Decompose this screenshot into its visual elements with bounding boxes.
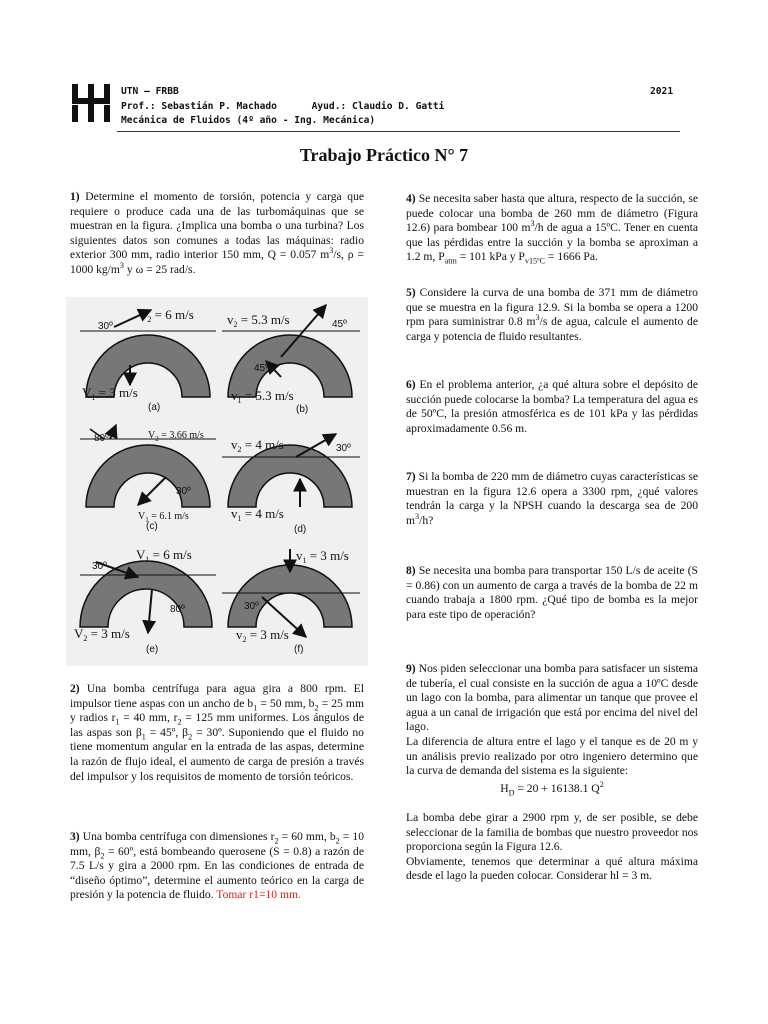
system-curve-equation: $H_D = 20 + 16138.1$ $Q^2$ — [500, 780, 604, 798]
turbomachine-diagrams — [66, 297, 368, 666]
turbomachine-figure — [66, 297, 368, 666]
header-block — [121, 85, 444, 129]
problem-5: 5) Considere la curva de una bomba de 371 mm de diámetro que se muestra en la figura 12.9. Si la bomba se opera a 1200 rpm para suministrar 0.8 $m^3/s$ de agua, calcule el aumento de carga y potencia de fluido resultantes. — [406, 286, 698, 343]
header-year: 2021 — [650, 86, 674, 97]
svg-text:V1 = 6 m/s: $V_1 = 6$ m/s — [136, 547, 192, 564]
svg-text:(e): (e) — [146, 644, 159, 655]
svg-text:v1 = 3 m/s: $v_1 = 3$ m/s — [296, 548, 349, 565]
problem-4: 4) Se necesita saber hasta que altura, respecto de la succión, se puede colocar una bomba de 260 mm de diámetro (Figura 12.6) para bombear 100 $m^3/h$ de agua a 15ºC. Tener en cuenta que las pérdidas entre la succión y la bomba se aproximan a 1.2 m, $P_{atm} = 101$ kPa y $P_{v15ºC} = 1666$ Pa. — [406, 192, 698, 266]
problem-3-note: Tomar r1=10 mm. — [216, 888, 301, 902]
svg-text:45º: 45º — [254, 363, 269, 374]
svg-text:30º: 30º — [98, 321, 113, 332]
header-assistant: Ayud.: Claudio D. Gatti — [311, 100, 445, 112]
svg-text:45º: 45º — [332, 319, 347, 330]
svg-text:v2 = 4 m/s: $v_2 = 4$ m/s — [231, 437, 284, 454]
problem-8: 8) Se necesita una bomba para transportar 150 L/s de aceite (S = 0.86) con un aumento de carga a través de la bomba de 22 m cuando trabaja a 1800 rpm. ¿Qué tipo de bomba es la mejor para este tipo de operación? — [406, 564, 698, 621]
header-course: Mecánica de Fluidos (4º año - Ing. Mecánica) — [121, 115, 376, 126]
page-title: Trabajo Práctico N° 7 — [299, 145, 469, 165]
svg-text:(b): (b) — [296, 404, 309, 415]
svg-text:30º: 30º — [244, 601, 259, 612]
svg-text:V1 = 3 m/s: $V_1 = 3$ m/s — [82, 385, 138, 402]
svg-text:v2 = 5.3 m/s: $v_2 = 5.3$ m/s — [227, 312, 290, 329]
header-institution: UTN – FRBB — [121, 86, 179, 97]
svg-text:30º: 30º — [176, 486, 191, 497]
problem-7: 7) Si la bomba de 220 mm de diámetro cuyas características se muestran en la figura 12.6 opera a 3300 rpm, ¿qué valores tendrán la carga y la NPSH cuando la descarga sea de 200 $m^3/h$? — [406, 470, 698, 527]
problem-9-continued: La bomba debe girar a 2900 rpm y, de ser posible, se debe seleccionar de la familia de bombas que nuestro proveedor nos proporciona según la Figura 12.6. Obviamente, tenemos que determinar a qué altura máxima desde el lago la pueden colocar. Considerar hl = 3 m. — [406, 811, 698, 883]
university-logo — [70, 82, 112, 124]
header-divider — [117, 131, 680, 132]
problem-1: 1) Determine el momento de torsión, potencia y carga que requiere o produce cada una de las turbomáquinas que se muestran en la figura. ¿Implica una bomba o una turbina? Los siguientes datos son comunes a todas las máquinas: radio exterior 300 mm, radio interior 150 mm, Q = 0.057 $m^3/s$, ρ = 1000 $kg/m^3$ y ω = 25 rad/s. — [70, 190, 365, 276]
problem-9: 9) Nos piden seleccionar una bomba para satisfacer un sistema de tubería, el cual consiste en la succión de agua a 10ºC desde un lago con la bomba, para alimentar un tanque que provee el agua a un canal de irrigación que está por encima del nivel del lago. La diferencia de altura entre el lago y el tanque es de 20 m y un análisis previo realizado por otro ingeniero determino que la curva de demanda del sistema es la siguiente: — [406, 662, 698, 778]
svg-text:(c): (c) — [146, 521, 158, 532]
svg-text:v1 = 5.3 m/s: $v_1 = 5.3$ m/s — [231, 388, 294, 405]
svg-text:V2 = 3.66 m/s: $V_2 = 3.66$ m/s — [148, 430, 204, 443]
svg-text:30º: 30º — [336, 443, 351, 454]
header-staff — [121, 100, 444, 115]
svg-text:30º: 30º — [92, 561, 107, 572]
svg-text:V2 = 3 m/s: $V_2 = 3$ m/s — [74, 626, 130, 643]
svg-text:v2 = 3 m/s: $v_2 = 3$ m/s — [236, 627, 289, 644]
svg-text:(a): (a) — [148, 402, 161, 413]
problem-6: 6) En el problema anterior, ¿a qué altura sobre el depósito de succión puede colocarse la bomba? La temperatura del agua es de 50ºC, la presión atmosférica es de 101 kPa y las pérdidas aproximadamente 0.56 m. — [406, 378, 698, 435]
svg-text:(f): (f) — [294, 644, 304, 655]
svg-text:v1 = 4 m/s: $v_1 = 4$ m/s — [231, 506, 284, 523]
svg-text:V1 = 6.1 m/s: $V_1 = 6.1$ m/s — [138, 511, 189, 524]
svg-text:V2 = 6 m/s: $V_2 = 6$ m/s — [138, 307, 194, 324]
problem-3: 3) Una bomba centrífuga con dimensiones $r_2 = 60$ mm, $b_2 = 10$ mm, $\beta_2$ = 60º, está bombeando querosene (S = 0.8) a razón de 7.5 L/s y gira a 2000 rpm. En las condiciones de entrada de “diseño óptimo”, determine el aumento teórico en la carga de presión y la potencia de fluido. Tomar r1=10 mm. — [70, 830, 364, 902]
svg-text:(d): (d) — [294, 524, 307, 535]
header-professor: Prof.: Sebastián P. Machado — [121, 100, 277, 112]
svg-text:80º: 80º — [94, 433, 109, 444]
problem-2: 2) Una bomba centrífuga para agua gira a 800 rpm. El impulsor tiene aspas con un ancho de $b_1 = 50$ mm, $b_2 = 25$ mm y radios $r_1 = 40$ mm, $r_2 = 125$ mm uniformes. Los ángulos de las aspas son $\beta_1$ = 45º, $\beta_2$ = 30º. Suponiendo que el fluido no tiene momentum angular en la entrada de las aspas, determine la razón de flujo ideal, el aumento de carga de presión a través del impulsor y los requisitos de momento de torsión teóricos. — [70, 682, 364, 783]
svg-text:80º: 80º — [170, 604, 185, 615]
